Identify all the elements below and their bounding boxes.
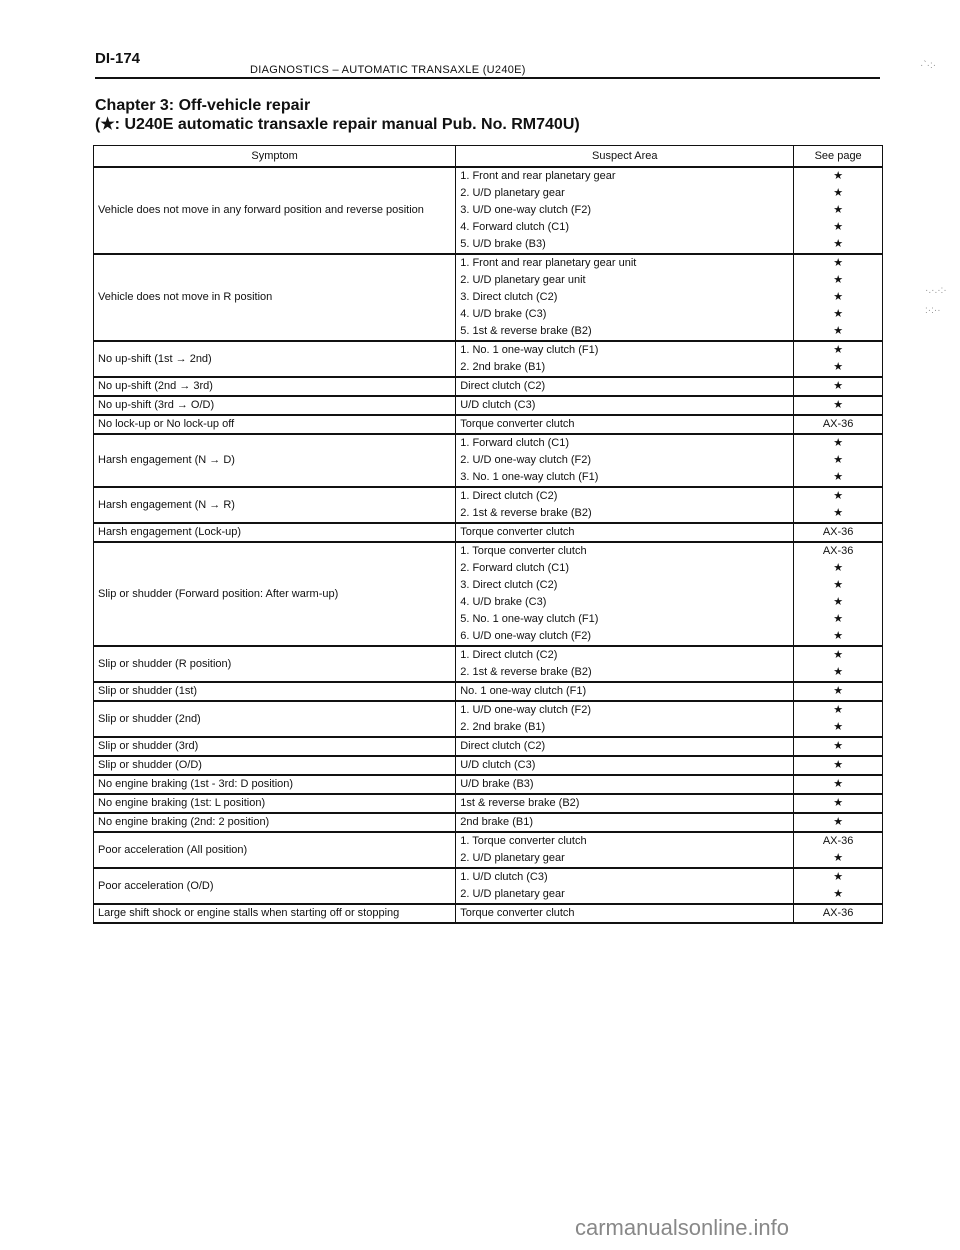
see-page-ref: ★: [833, 649, 844, 661]
suspect-area-cell: [456, 813, 794, 832]
see-page-cell: [794, 396, 883, 415]
suspect-area-cell: [456, 756, 794, 775]
table-row: [94, 701, 883, 737]
suspect-area-cell: [456, 415, 794, 434]
symptom-cell: Slip or shudder (R position): [94, 646, 456, 682]
see-page-ref: ★: [833, 274, 844, 286]
suspect-area-item: 5. 1st & reverse brake (B2): [460, 325, 592, 337]
table-row: [94, 415, 883, 434]
suspect-area-item: 2. U/D planetary gear: [460, 888, 565, 900]
table-header-row: [94, 146, 883, 168]
suspect-area-item: 2. 2nd brake (B1): [460, 721, 546, 733]
suspect-area-cell: [456, 341, 794, 377]
suspect-area-item: U/D clutch (C3): [460, 399, 536, 411]
see-page-cell: [794, 415, 883, 434]
see-page-cell: [794, 904, 883, 923]
see-page-ref: ★: [833, 380, 844, 392]
see-page-ref: ★: [833, 888, 844, 900]
see-page-ref: ★: [833, 579, 844, 591]
see-page-ref: ★: [833, 666, 844, 678]
suspect-area-cell: [456, 254, 794, 341]
see-page-ref: AX-36: [822, 835, 854, 847]
symptom-cell: Harsh engagement (N → R): [94, 487, 456, 523]
symptom-cell: No lock-up or No lock-up off: [94, 415, 456, 434]
see-page-ref: ★: [833, 187, 844, 199]
suspect-area-item: Direct clutch (C2): [460, 380, 546, 392]
symptom-cell: No engine braking (1st: L position): [94, 794, 456, 813]
suspect-area-item: 1. Direct clutch (C2): [460, 490, 558, 502]
see-page-ref: ★: [833, 740, 844, 752]
suspect-area-cell: [456, 396, 794, 415]
table-row: [94, 396, 883, 415]
see-page-ref: AX-36: [822, 418, 854, 430]
suspect-area-cell: [456, 794, 794, 813]
suspect-area-item: 5. No. 1 one-way clutch (F1): [460, 613, 599, 625]
table-row: [94, 167, 883, 254]
table-row: [94, 775, 883, 794]
suspect-area-item: Direct clutch (C2): [460, 740, 546, 752]
see-page-cell: [794, 167, 883, 254]
see-page-ref: ★: [833, 399, 844, 411]
see-page-ref: ★: [833, 797, 844, 809]
suspect-area-item: 1. Forward clutch (C1): [460, 437, 570, 449]
scan-speck: ·`·:·: [920, 60, 937, 71]
suspect-area-item: 2nd brake (B1): [460, 816, 533, 828]
suspect-area-cell: [456, 737, 794, 756]
see-page-ref: ★: [833, 759, 844, 771]
symptom-cell: No up-shift (2nd → 3rd): [94, 377, 456, 396]
header-rule: [95, 77, 880, 79]
suspect-area-item: U/D clutch (C3): [460, 759, 536, 771]
symptom-cell: Slip or shudder (3rd): [94, 737, 456, 756]
table-row: [94, 794, 883, 813]
symptom-cell: Slip or shudder (Forward position: After warm-up): [94, 542, 456, 646]
see-page-cell: [794, 341, 883, 377]
suspect-area-item: 2. 1st & reverse brake (B2): [460, 507, 592, 519]
suspect-area-cell: [456, 434, 794, 487]
suspect-area-item: 1st & reverse brake (B2): [460, 797, 580, 809]
symptom-cell: No up-shift (1st → 2nd): [94, 341, 456, 377]
suspect-area-cell: [456, 904, 794, 923]
see-page-ref: ★: [833, 871, 844, 883]
see-page-ref: ★: [833, 308, 844, 320]
see-page-cell: [794, 775, 883, 794]
suspect-area-item: 2. 2nd brake (B1): [460, 361, 546, 373]
see-page-ref: ★: [833, 562, 844, 574]
suspect-area-cell: [456, 377, 794, 396]
symptom-cell: Slip or shudder (1st): [94, 682, 456, 701]
table-row: [94, 542, 883, 646]
see-page-cell: [794, 254, 883, 341]
see-page-ref: ★: [833, 816, 844, 828]
suspect-area-item: 1. Direct clutch (C2): [460, 649, 558, 661]
diagnosis-table: [93, 145, 883, 924]
suspect-area-item: 1. Front and rear planetary gear: [460, 170, 616, 182]
see-page-ref: ★: [833, 170, 844, 182]
see-page-cell: [794, 487, 883, 523]
table-row: [94, 737, 883, 756]
suspect-area-item: 1. Torque converter clutch: [460, 545, 587, 557]
table-row: [94, 341, 883, 377]
see-page-ref: ★: [833, 852, 844, 864]
see-page-ref: ★: [833, 291, 844, 303]
suspect-area-cell: [456, 487, 794, 523]
see-page-ref: ★: [833, 437, 844, 449]
suspect-area-item: 6. U/D one-way clutch (F2): [460, 630, 592, 642]
table-row: [94, 434, 883, 487]
suspect-area-item: Torque converter clutch: [460, 418, 575, 430]
suspect-area-cell: [456, 646, 794, 682]
see-page-ref: ★: [833, 257, 844, 269]
table-row: [94, 523, 883, 542]
see-page-ref: AX-36: [822, 526, 854, 538]
see-page-cell: [794, 832, 883, 868]
suspect-area-item: 2. U/D planetary gear: [460, 852, 565, 864]
suspect-area-item: 3. U/D one-way clutch (F2): [460, 204, 592, 216]
symptom-cell: Poor acceleration (O/D): [94, 868, 456, 904]
see-page-ref: ★: [833, 596, 844, 608]
suspect-area-cell: [456, 523, 794, 542]
symptom-cell: Vehicle does not move in R position: [94, 254, 456, 341]
suspect-area-item: 2. 1st & reverse brake (B2): [460, 666, 592, 678]
symptom-cell: Slip or shudder (2nd): [94, 701, 456, 737]
table-row: [94, 868, 883, 904]
see-page-ref: ★: [833, 325, 844, 337]
column-header-see-page: See page: [794, 146, 883, 168]
suspect-area-cell: [456, 832, 794, 868]
suspect-area-item: 1. U/D one-way clutch (F2): [460, 704, 592, 716]
see-page-ref: ★: [833, 344, 844, 356]
symptom-cell: Vehicle does not move in any forward position and reverse position: [94, 167, 456, 254]
page-number: DI-174: [95, 50, 141, 67]
suspect-area-item: 1. No. 1 one-way clutch (F1): [460, 344, 599, 356]
suspect-area-item: 3. No. 1 one-way clutch (F1): [460, 471, 599, 483]
column-header-symptom: Symptom: [94, 146, 456, 168]
table-row: [94, 682, 883, 701]
suspect-area-item: 2. U/D planetary gear unit: [460, 274, 586, 286]
symptom-cell: No engine braking (1st - 3rd: D position): [94, 775, 456, 794]
see-page-cell: [794, 542, 883, 646]
see-page-ref: ★: [833, 630, 844, 642]
table-row: [94, 832, 883, 868]
see-page-ref: ★: [833, 721, 844, 733]
see-page-cell: [794, 813, 883, 832]
symptom-cell: Slip or shudder (O/D): [94, 756, 456, 775]
suspect-area-item: 2. U/D one-way clutch (F2): [460, 454, 592, 466]
suspect-area-cell: [456, 682, 794, 701]
table-row: [94, 756, 883, 775]
see-page-cell: [794, 737, 883, 756]
suspect-area-item: 2. U/D planetary gear: [460, 187, 565, 199]
see-page-ref: ★: [833, 685, 844, 697]
see-page-cell: [794, 756, 883, 775]
see-page-cell: [794, 434, 883, 487]
see-page-ref: ★: [833, 454, 844, 466]
chapter-heading: [95, 96, 580, 134]
chapter-subtitle: (★: U240E automatic transaxle repair manual Pub. No. RM740U): [95, 116, 580, 133]
suspect-area-cell: [456, 775, 794, 794]
chapter-title: Chapter 3: Off-vehicle repair: [95, 97, 311, 114]
see-page-cell: [794, 523, 883, 542]
suspect-area-item: 1. Torque converter clutch: [460, 835, 587, 847]
suspect-area-cell: [456, 701, 794, 737]
see-page-ref: AX-36: [822, 907, 854, 919]
symptom-cell: No engine braking (2nd: 2 position): [94, 813, 456, 832]
suspect-area-item: 2. Forward clutch (C1): [460, 562, 570, 574]
see-page-cell: [794, 868, 883, 904]
suspect-area-cell: [456, 167, 794, 254]
suspect-area-item: 1. U/D clutch (C3): [460, 871, 548, 883]
table-row: [94, 646, 883, 682]
symptom-cell: Harsh engagement (N → D): [94, 434, 456, 487]
suspect-area-item: 1. Front and rear planetary gear unit: [460, 257, 637, 269]
table-row: [94, 813, 883, 832]
see-page-cell: [794, 701, 883, 737]
suspect-area-item: 4. U/D brake (C3): [460, 596, 547, 608]
symptom-cell: Large shift shock or engine stalls when starting off or stopping: [94, 904, 456, 923]
see-page-ref: ★: [833, 471, 844, 483]
scan-speck: :·:··: [925, 305, 941, 316]
section-header: DIAGNOSTICS – AUTOMATIC TRANSAXLE (U240E): [250, 64, 526, 76]
see-page-ref: ★: [833, 778, 844, 790]
symptom-cell: Harsh engagement (Lock-up): [94, 523, 456, 542]
watermark: carmanualsonline.info: [575, 1215, 790, 1240]
see-page-cell: [794, 377, 883, 396]
suspect-area-item: Torque converter clutch: [460, 907, 575, 919]
table-row: [94, 254, 883, 341]
see-page-cell: [794, 646, 883, 682]
suspect-area-item: 3. Direct clutch (C2): [460, 579, 558, 591]
see-page-ref: ★: [833, 238, 844, 250]
suspect-area-item: 3. Direct clutch (C2): [460, 291, 558, 303]
table-row: [94, 487, 883, 523]
see-page-ref: ★: [833, 613, 844, 625]
see-page-ref: ★: [833, 490, 844, 502]
symptom-cell: Poor acceleration (All position): [94, 832, 456, 868]
suspect-area-cell: [456, 542, 794, 646]
see-page-ref: AX-36: [822, 545, 854, 557]
suspect-area-cell: [456, 868, 794, 904]
suspect-area-item: 4. Forward clutch (C1): [460, 221, 570, 233]
suspect-area-item: U/D brake (B3): [460, 778, 534, 790]
see-page-cell: [794, 682, 883, 701]
suspect-area-item: 5. U/D brake (B3): [460, 238, 546, 250]
see-page-ref: ★: [833, 361, 844, 373]
see-page-ref: ★: [833, 507, 844, 519]
suspect-area-item: 4. U/D brake (C3): [460, 308, 547, 320]
see-page-ref: ★: [833, 704, 844, 716]
table-body: [94, 167, 883, 923]
suspect-area-item: No. 1 one-way clutch (F1): [460, 685, 587, 697]
table-row: [94, 377, 883, 396]
table-row: [94, 904, 883, 923]
see-page-cell: [794, 794, 883, 813]
symptom-cell: No up-shift (3rd → O/D): [94, 396, 456, 415]
column-header-suspect-area: Suspect Area: [456, 146, 794, 168]
suspect-area-item: Torque converter clutch: [460, 526, 575, 538]
scan-speck: ·.·.·:·: [925, 285, 947, 296]
see-page-ref: ★: [833, 221, 844, 233]
see-page-ref: ★: [833, 204, 844, 216]
